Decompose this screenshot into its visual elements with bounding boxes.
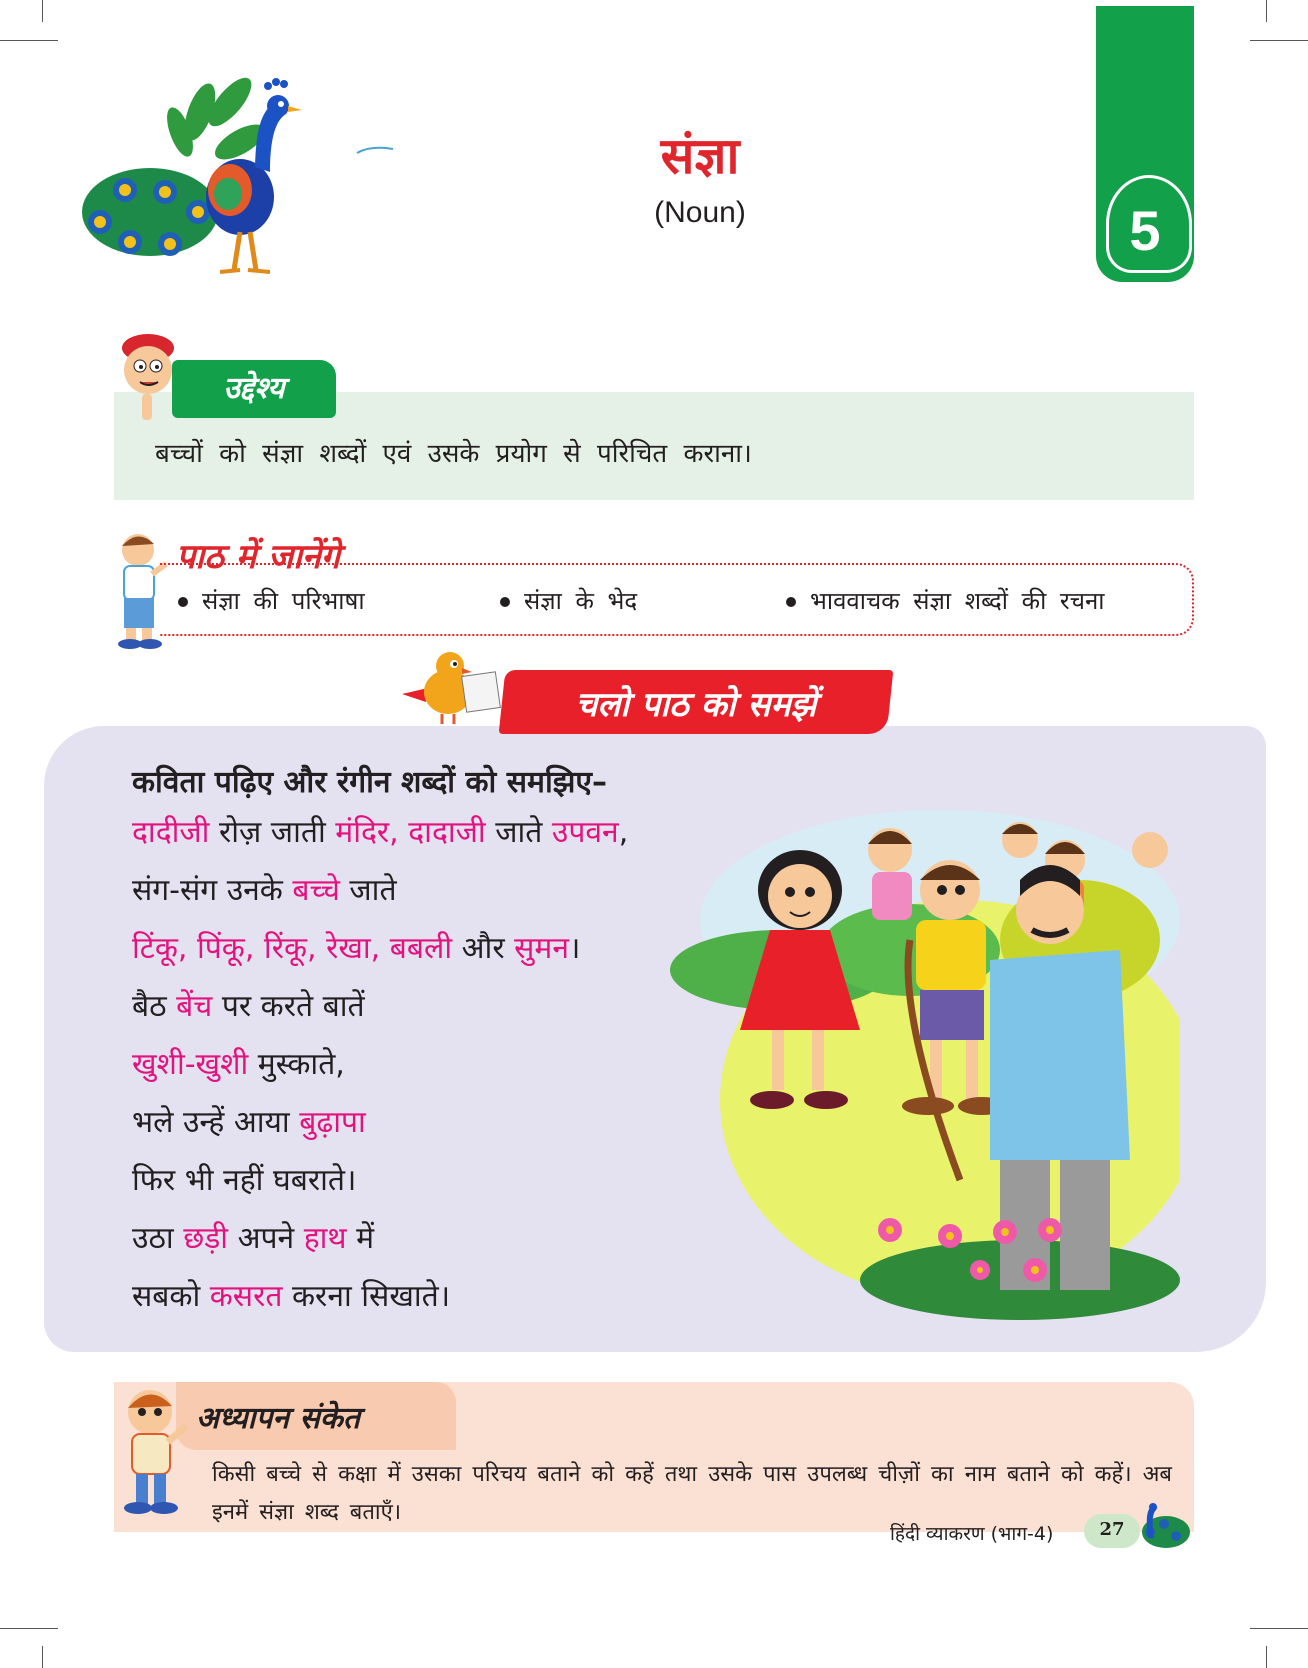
poem-highlighted-noun: हाथ: [303, 1221, 347, 1256]
poem-text: जाते: [485, 815, 552, 850]
learn-item: [178, 584, 365, 617]
bullet-icon: [500, 597, 510, 607]
poem-highlighted-noun: बेंच: [176, 989, 213, 1024]
poem-text: ,: [618, 815, 629, 850]
poem-text: और: [452, 931, 515, 966]
bullet-icon: [178, 597, 188, 607]
objective-text: बच्चों को संज्ञा शब्दों एवं उसके प्रयोग से परिचित कराना।: [155, 439, 752, 469]
poem-highlighted-noun: सुमन: [514, 931, 570, 966]
poem-text: संग-संग उनके: [132, 873, 293, 908]
learn-item-text: भाववाचक संज्ञा शब्दों की रचना: [810, 587, 1105, 615]
poem-line: [132, 931, 581, 966]
poem-highlighted-noun: उपवन: [551, 815, 619, 850]
crop-mark: [1266, 1646, 1267, 1668]
poem-text: रोज़ जाती: [209, 815, 336, 850]
crop-mark: [42, 0, 43, 22]
poem-text: फिर भी नहीं घबराते।: [132, 1163, 357, 1198]
peacock-illustration: [80, 72, 320, 284]
poem-text: अपने: [228, 1221, 304, 1256]
learn-title: पाठ में जानेंगे: [176, 537, 340, 577]
poem-line: [132, 1221, 375, 1256]
peacock-footer-icon: [1136, 1498, 1192, 1554]
bird-reading-illustration: [398, 644, 508, 728]
poem-line: [132, 1047, 345, 1082]
page-number: 27: [1099, 1519, 1125, 1540]
poem-text: पर करते बातें: [212, 989, 365, 1024]
learn-item: [500, 584, 637, 617]
poem-text: बैठ: [132, 989, 177, 1024]
footer-book-title: हिंदी व्याकरण (भाग-4): [890, 1523, 1054, 1545]
poem-highlighted-noun: बच्चे: [292, 873, 340, 908]
boy-waving-illustration: [112, 1386, 192, 1516]
poem-line: [132, 873, 397, 908]
teaching-note-label: अध्यापन संकेत: [196, 1401, 360, 1436]
crop-mark: [0, 1628, 58, 1629]
boy-mascot-illustration: [112, 330, 182, 422]
poem-text: जाते: [339, 873, 397, 908]
poem-highlighted-noun: कसरत: [209, 1279, 283, 1314]
poem-text: सबको: [132, 1279, 210, 1314]
poem-text: भले उन्हें आया: [132, 1105, 300, 1140]
chapter-number: 5: [1129, 199, 1161, 262]
crop-mark: [1266, 0, 1267, 22]
poem-highlighted-noun: टिंकू, पिंकू, रिंकू, रेखा, बबली: [132, 931, 453, 966]
poem-highlighted-noun: ,: [389, 815, 409, 850]
poem-highlighted-noun: बुढ़ापा: [299, 1105, 366, 1140]
poem-highlighted-noun: मंदिर: [335, 815, 390, 850]
poem-text: करना सिखाते।: [282, 1279, 451, 1314]
poem-highlighted-noun: खुशी-खुशी: [132, 1047, 249, 1082]
chapter-subtitle: (Noun): [654, 196, 746, 229]
poem-line: [132, 815, 629, 850]
poem-highlighted-noun: छड़ी: [183, 1221, 229, 1256]
learn-item-text: संज्ञा की परिभाषा: [202, 587, 365, 615]
poem-line: [132, 1163, 357, 1198]
lesson-banner-label: चलो पाठ को समझें: [575, 685, 817, 725]
poem-heading: कविता पढ़िए और रंगीन शब्दों को समझिए–: [132, 765, 608, 800]
crop-mark: [1250, 40, 1308, 41]
objective-label: उद्देश्य: [223, 371, 285, 406]
teaching-note-text: किसी बच्चे से कक्षा में उसका परिचय बताने को कहें तथा उसके पास उपलब्ध चीज़ों का नाम बताने को कहें। अब इनमें संज्ञा शब्द बताएँ।: [212, 1462, 1172, 1525]
poem-text: मुस्काते,: [248, 1047, 345, 1082]
crop-mark: [1250, 1628, 1308, 1629]
park-scene-illustration: [660, 800, 1180, 1320]
poem-line: [132, 1279, 451, 1314]
decorative-stroke: [355, 145, 395, 155]
learn-item-text: संज्ञा के भेद: [524, 587, 638, 615]
poem-line: [132, 1105, 366, 1140]
crop-mark: [0, 40, 58, 41]
bullet-icon: [786, 597, 796, 607]
poem-text: में: [346, 1221, 375, 1256]
chapter-title: संज्ञा: [660, 127, 740, 185]
poem-line: [132, 989, 365, 1024]
learn-item: [786, 584, 1105, 617]
poem-text: ।: [569, 931, 581, 966]
crop-mark: [42, 1646, 43, 1668]
poem-text: उठा: [132, 1221, 184, 1256]
poem-highlighted-noun: दादीजी: [132, 815, 210, 850]
poem-highlighted-noun: दादाजी: [408, 815, 486, 850]
